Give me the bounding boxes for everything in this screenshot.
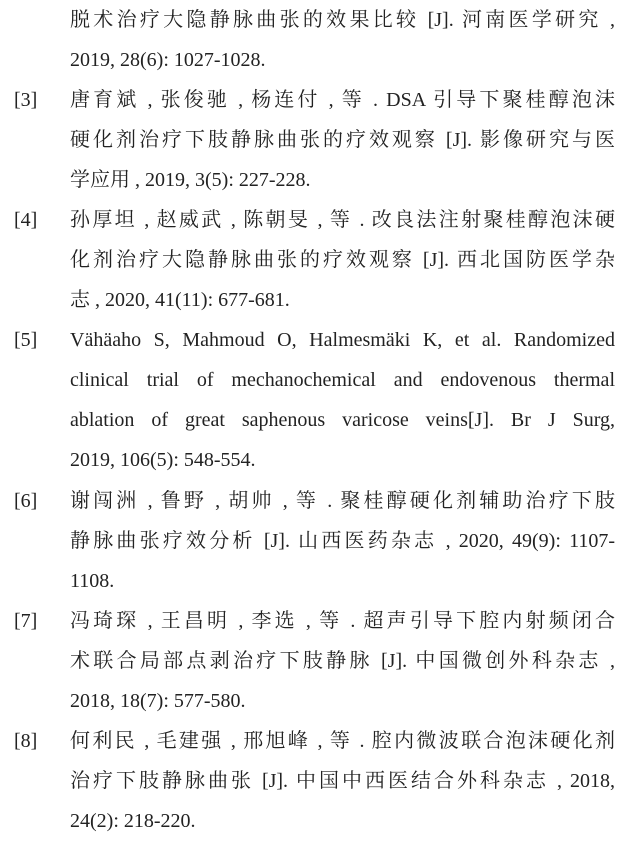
- reference-line: Vähäaho S, Mahmoud O, Halmesmäki K, et al. Randomized: [70, 329, 615, 351]
- reference-line: 治疗下肢静脉曲张 [J]. 中国中西医结合外科杂志 , 2018,: [70, 770, 615, 792]
- reference-line: 志 , 2020, 41(11): 677-681.: [70, 289, 290, 311]
- reference-line: 化剂治疗大隐静脉曲张的疗效观察 [J]. 西北国防医学杂: [70, 249, 615, 271]
- reference-line: 孙厚坦 , 赵威武 , 陈朝旻 , 等 . 改良法注射聚桂醇泡沫硬: [70, 209, 615, 231]
- reference-line: 何利民 , 毛建强 , 邢旭峰 , 等 . 腔内微波联合泡沫硬化剂: [70, 730, 615, 752]
- reference-line: 冯琦琛 , 王昌明 , 李选 , 等 . 超声引导下腔内射频闭合: [70, 610, 615, 632]
- reference-line: 24(2): 218-220.: [70, 810, 196, 832]
- reference-line: 1108.: [70, 570, 115, 592]
- reference-line: 脱术治疗大隐静脉曲张的效果比较 [J]. 河南医学研究 ,: [70, 9, 615, 31]
- reference-number: [5]: [14, 329, 38, 351]
- reference-line: 硬化剂治疗下肢静脉曲张的疗效观察 [J]. 影像研究与医: [70, 129, 615, 151]
- reference-line: 2018, 18(7): 577-580.: [70, 690, 246, 712]
- reference-number: [4]: [14, 209, 38, 231]
- reference-line: 静脉曲张疗效分析 [J]. 山西医药杂志 , 2020, 49(9): 1107-: [70, 530, 615, 552]
- reference-line: ablation of great saphenous varicose veins[J]. Br J Surg,: [70, 409, 615, 431]
- reference-number: [3]: [14, 89, 38, 111]
- reference-line: 学应用 , 2019, 3(5): 227-228.: [70, 169, 311, 191]
- reference-line: 唐育斌 , 张俊驰 , 杨连付 , 等 . DSA 引导下聚桂醇泡沫: [70, 89, 615, 111]
- reference-line: 谢闯洲 , 鲁野 , 胡帅 , 等 . 聚桂醇硬化剂辅助治疗下肢: [70, 490, 615, 512]
- reference-line: 2019, 106(5): 548-554.: [70, 449, 256, 471]
- reference-line: 术联合局部点剥治疗下肢静脉 [J]. 中国微创外科杂志 ,: [70, 650, 615, 672]
- reference-number: [7]: [14, 610, 38, 632]
- reference-number: [6]: [14, 490, 38, 512]
- reference-line: 2019, 28(6): 1027-1028.: [70, 49, 266, 71]
- reference-line: clinical trial of mechanochemical and endovenous thermal: [70, 369, 615, 391]
- reference-number: [8]: [14, 730, 38, 752]
